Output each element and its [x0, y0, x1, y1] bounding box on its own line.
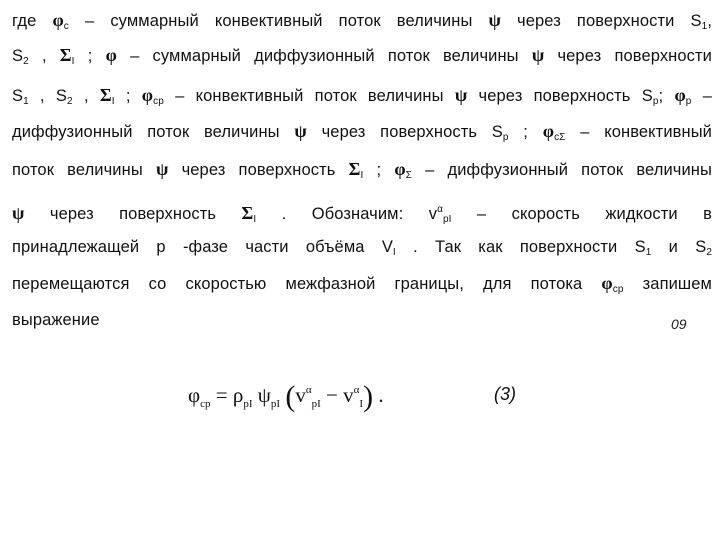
text-line-2: $S_2$ , $\Sigma_I$ ; φ – суммарный диффузионный поток величины ψ через поверхности [12, 45, 712, 67]
equation-formula: $\varphi_{cp} = \rho_{pI}$ $\psi_{pI}$ $(v^\alpha_{pI} - v^\alpha_I)$ . [188, 380, 384, 413]
text-line-5: поток величины ψ через поверхность $\Sigma_I$ ; $\varphi_\Sigma$ – диффузионный поток величины [12, 159, 712, 181]
text-line-3: $S_1$ , $S_2$ , $\Sigma_I$ ; $\varphi_{cp}$ – конвективный поток величины ψ через поверхность $S_p$; $\varphi_p$ – [12, 85, 712, 107]
text-line-8: перемещаются со скоростью межфазной границы, для потока $\varphi_{cp}$ запишем [12, 273, 712, 295]
slide-number: 09 [671, 316, 687, 332]
text-line-4: диффузионный поток величины ψ через поверхность $S_p$ ; $\varphi_{c\Sigma}$ – конвективный [12, 121, 712, 143]
equation-number: (3) [494, 384, 516, 404]
text-line-9: выражение [12, 311, 100, 329]
text-line-1: где $\varphi_c$ – суммарный конвективный поток величины ψ через поверхности $S_1$, [12, 10, 712, 32]
text-line-7: принадлежащей p -фазе части объёма $V_I$ . Так как поверхности $S_1$ и $S_2$ [12, 238, 712, 258]
text-line-6: ψ через поверхность $\Sigma_I$ . Обозначим: $v^\alpha_{pI}$ – скорость жидкости в [12, 203, 712, 225]
